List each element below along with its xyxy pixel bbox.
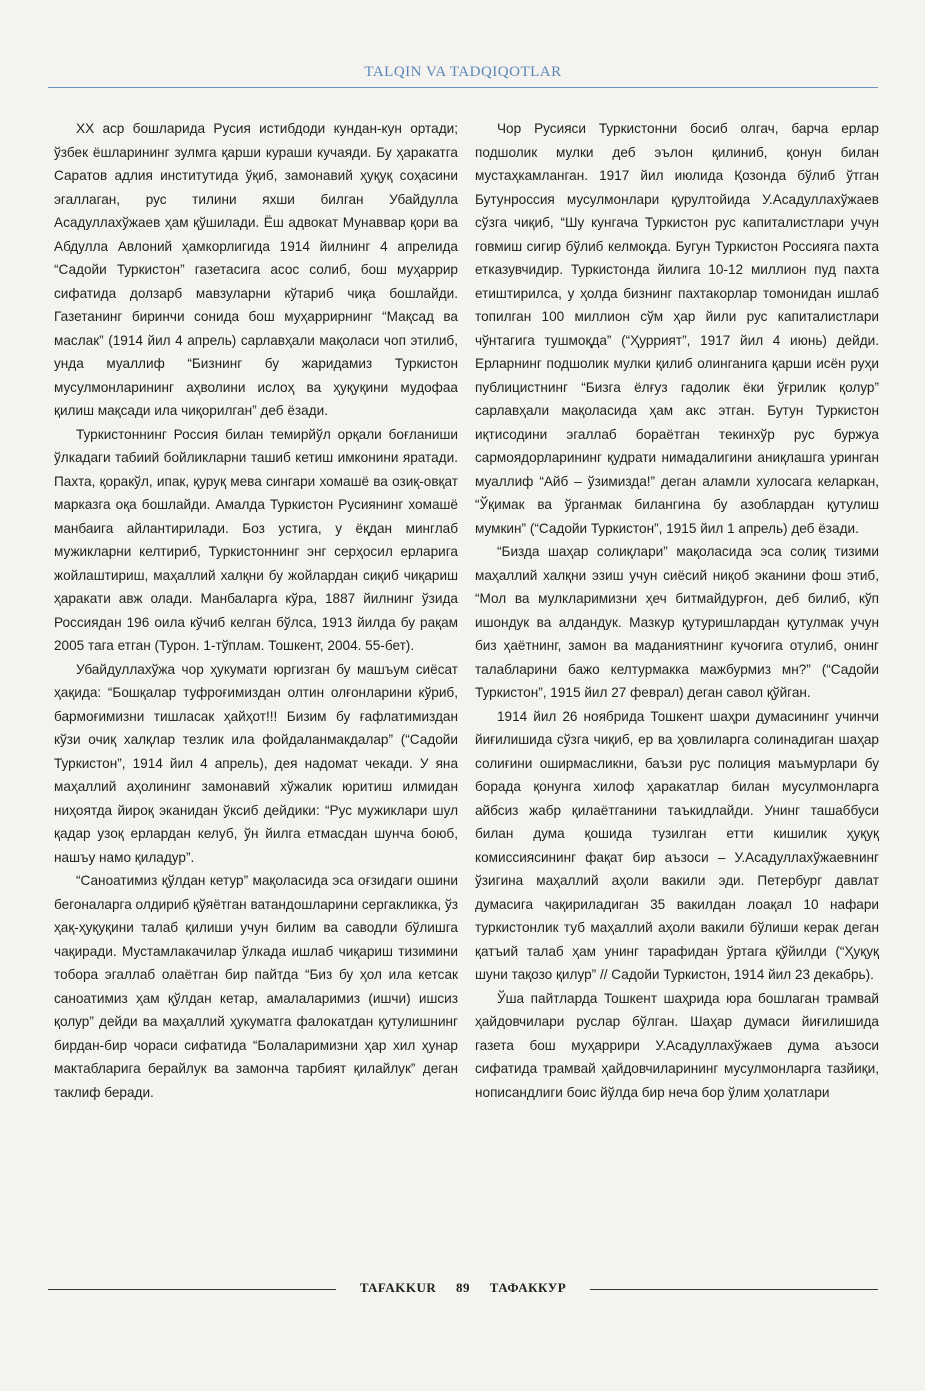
paragraph: Убайдуллахўжа чор ҳукумати юргизган бу машъум сиёсат ҳақида: “Бошқалар туфроғимиздан олтин олғонларини кўриб, бармоғимизни тишласак ҳайҳот!!! Бизим бу ғафлатимиздан кўзи очиқ халқлар тезлик ила фойдаланмакдалар” (“Садойи Туркистон”, 1914 йил 4 апрель), дея надомат чекади. У яна маҳаллий аҳолининг замонавий хўжалик юритиш илмидан ниҳоятда йироқ эканидан ўксиб дейдики: “Рус мужиклари шул қадар узоқ ерлардан келуб, ўн йилга етмасдан шунча боюб, нашъу намо қиладур”. [54,661,458,865]
footer-rule-left [48,1289,336,1290]
footer-rule-right [590,1289,878,1290]
paragraph: Туркистоннинг Россия билан темирйўл орқали боғланиши ўлкадаги табиий бойликларни ташиб кетиш имконини яратади. Пахта, қоракўл, ипак, қуруқ мева сингари хомашё ва озиқ-овқат марказга оқа бошлайди. Амалда Туркистон Русиянинг хомашё манбаига айлантирилади. Боз устига, у ёқдан минглаб мужикларни келтириб, Туркистоннинг энг серҳосил ерларига жойлаштириш, маҳаллий халқни бу жойлардан сиқиб чиқариш ҳаракати авж олади. Манбаларга кўра, 1887 йилнинг ўзида Россиядан 196 оила кўчиб келган бўлса, 1913 йилда бу рақам 2005 тага етган (Турон. 1-тўплам. Тошкент, 2004. 55-бет). [54,426,458,653]
paragraph: 1914 йил 26 ноябрида Тошкент шаҳри думасининг учинчи йиғилишида сўзга чиқиб, ер ва ҳовлиларга солинадиган шаҳар солиғини оширмасликни, баъзи рус полиция маъмурлари бу борада қонунга хилоф ҳаракатлар билан мусулмонларга айбсиз жабр қилаётганини таъкидлайди. Унинг ташаббуси билан дума қошида тузилган етти кишилик ҳуқуқ комиссиясининг фақат бир аъзоси – У.Асадуллахўжаевнинг ўзигина маҳаллий аҳоли вакили эди. Петербург давлат думасига чақириладиган 35 вакилдан лоақал 10 нафари туркистонлик туб маҳаллий аҳоли вакили бўлиши керак деган қатъий талаб ҳам унинг тарафидан ўртага қўйилди (“Ҳуқуқ шуни тақозо қилур” // Садойи Туркистон, 1914 йил 23 декабрь). [475,708,879,982]
paragraph: “Саноатимиз қўлдан кетур” мақоласида эса оғзидаги ошини бегоналарга олдириб қўяётган ватандошларини сергакликка, ўз ҳақ-ҳуқуқини талаб қилиши учун билим ва саводли бўлишга чақиради. Мустамлакачилар ўлкада ишлаб чиқариш тизимини тобора эгаллаб олаётган бир пайтда “Биз бу ҳол ила кетсак саноатимиз ҳам қўлдан кетар, амалаларимиз (ишчи) ишсиз қолур” дейди ва маҳаллий ҳукуматга фалокатдан қутулишнинг бирдан-бир чораси сифатида “Болаларимизни ҳар хил ҳунар мактабларига берайлук ва замонча тарбият қилайлук” деган таклиф беради. [54,873,458,1100]
page-number: 89 [456,1280,471,1295]
paragraph: Чор Русияси Туркистонни босиб олгач, барча ерлар подшолик мулки деб эълон қилиниб, қонун билан мустаҳкамланган. 1917 йил июлида Қозонда бўлиб ўтган Бутунроссия мусулмонлари қурултойида У.Асадуллахўжаев сўзга чиқиб, “Шу кунгача Туркистон рус капиталистлари учун говмиш сигир бўлиб келмоқда. Бугун Туркистон Россияга пахта етказувчидир. Туркистонда йилига 10-12 миллион пуд пахта етиштирилса, у ҳолда бизнинг пахтакорлар томонидан ишлаб топилган 100 миллион сўм ҳар йили рус капиталистлари чўнтагига тушмоқда” (“Ҳуррият”, 1917 йил 4 июнь) дейди. Ерларнинг подшолик мулки қилиб олинганига қарши исён руҳи публицистнинг “Бизга ёлғуз гадолик ёки ўғрилик қолур” сарлавҳали мақоласида ҳам акс этган. Бутун Туркистон иқтисодини эгаллаб бораётган текинхўр рус буржуа сармоядорларининг қудрати нимадалигини аниқлашга уринган муаллиф “Айб – ўзимизда!” деган аламли хулосага келаркан, “Ўқимак ва ўрганмак билангина бу азоблардан қутулиш мумкин” (“Садойи Туркистон”, 1915 йил 1 апрель) деб ёзади. [475,121,879,536]
footer-label [348,1280,578,1296]
running-header: TALQIN VA TADQIQOTLAR [364,64,562,80]
paragraph: “Бизда шаҳар солиқлари” мақоласида эса солиқ тизими маҳаллий халқни эзиш учун сиёсий ниқоб эканини фош этиб, “Мол ва мулкларимизни ҳеч битмайдурғон, деб билиб, кўп ишондук ва алдандук. Мазкур қутуришлардан қутулмак учун биз ҳаётнинг, замон ва маданиятнинг кучоғига отулиб, онинг талабларини бажо келтурмакка мажбурмиз мн?” (“Садойи Туркистон”, 1915 йил 27 феврал) деган савол қўйган. [475,544,879,700]
paragraph: Ўша пайтларда Тошкент шаҳрида юра бошлаган трамвай ҳайдовчилари руслар бўлган. Шаҳар думаси йиғилишида газета бош муҳаррири У.Асадуллахўжаев дума аъзоси сифатида трамвай ҳайдовчиларининг мусулмонларга тазйиқи, нописандлиги боис йўлда бир неча бор ўлим ҳолатлари [475,990,879,1100]
right-column [475,117,879,1104]
journal-name-cyrillic: ТАФАККУР [489,1280,567,1295]
journal-name-latin: TAFAKKUR [359,1280,437,1295]
header-rule [48,87,878,88]
page-footer [48,1278,878,1300]
left-column [54,117,458,1104]
paragraph: XX аср бошларида Русия истибдоди кундан-кун ортади; ўзбек ёшларининг зулмга қарши кураши кучаяди. Бу ҳаракатга Саратов адлия институтида ўқиб, замонавий ҳуқуқ соҳасини эгаллаган, рус тилини яхши билган Убайдулла Асадуллахўжаев ҳам қўшилади. Ёш адвокат Мунаввар қори ва Абдулла Авлоний ҳамкорлигида 1914 йилнинг 4 апрелида “Садойи Туркистон” газетасига асос солиб, бош муҳаррир сифатида долзарб мавзуларни кўтариб чиқа бошлайди. Газетанинг биринчи сонида бош муҳаррирнинг “Мақсад ва маслак” (1914 йил 4 апрель) сарлавҳали мақоласи чоп этилиб, унда муаллиф “Бизнинг бу жаридамиз Туркистон мусулмонларининг аҳволини ислоҳ ва ҳуқуқини мудофаа қилиш мақсади ила чиқорилган” деб ёзади. [54,121,458,418]
